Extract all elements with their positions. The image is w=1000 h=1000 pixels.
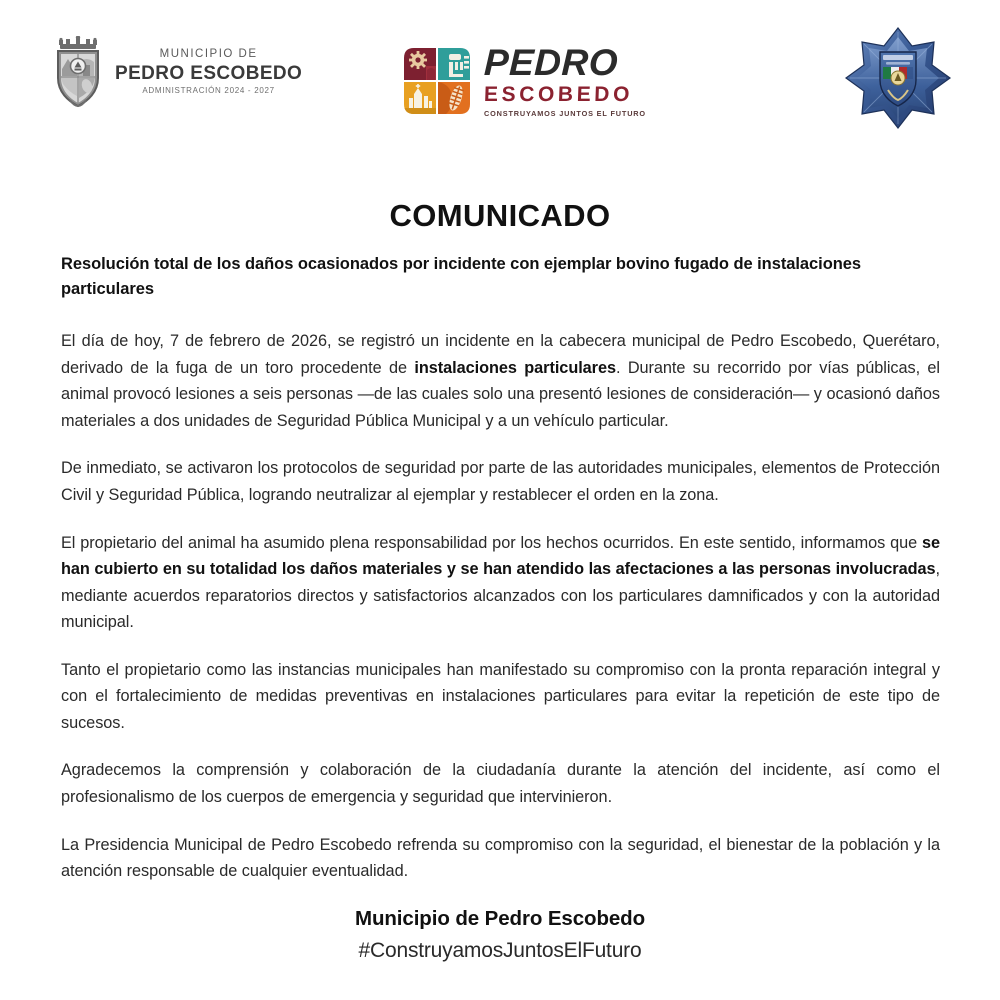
- paragraph-3: El propietario del animal ha asumido plena responsabilidad por los hechos ocurridos. En este sentido, informamos que se han cubierto en su totalidad los daños materiales y se han atendido las afectaciones a las personas involucradas, mediante acuerdos reparatorios directos y satisfactorios alcanzados con los particulares damnificados y con la autoridad municipal.: [61, 533, 940, 632]
- crest-line-administracion: ADMINISTRACIÓN 2024 - 2027: [142, 86, 275, 96]
- pedro-escobedo-brand-mark-icon: [400, 44, 474, 118]
- paragraph-2: De inmediato, se activaron los protocolos de seguridad por parte de las autoridades municipales, elementos de Protección Civil y Seguridad Pública, logrando neutralizar al ejemplar y restablecer el orden en la zona.: [61, 459, 940, 504]
- brand-text-block: [484, 44, 646, 117]
- paragraph-4: Tanto el propietario como las instancias municipales han manifestado su compromiso con la pronta reparación integral y con el fortalecimiento de medidas preventivas en instalaciones particulares para evitar la repetición de este tipo de sucesos.: [61, 660, 940, 732]
- crest-line-pedro-escobedo: PEDRO ESCOBEDO: [115, 63, 303, 85]
- signature-organization: Municipio de Pedro Escobedo: [354, 907, 646, 930]
- brand-word-escobedo: ESCOBEDO: [483, 83, 634, 107]
- municipal-crest-lockup: [50, 36, 302, 108]
- signature-block: [0, 906, 1000, 964]
- brand-tagline: CONSTRUYAMOS JUNTOS EL FUTURO: [484, 109, 646, 119]
- crest-text-block: [115, 49, 302, 96]
- crest-line-municipio: MUNICIPIO DE: [159, 47, 258, 60]
- signature-hashtag: #ConstruyamosJuntosElFuturo: [358, 938, 642, 962]
- document-subtitle: Resolución total de los daños ocasionados por incidente con ejemplar bovino fugado de instalaciones particulares: [61, 255, 862, 299]
- police-badge: [842, 24, 954, 132]
- document-body: [61, 252, 940, 885]
- paragraph-6: La Presidencia Municipal de Pedro Escobedo refrenda su compromiso con la seguridad, el bienestar de la población y la atención responsable de cualquier eventualidad.: [61, 835, 940, 881]
- pedro-escobedo-brand-lockup: [400, 44, 646, 118]
- paragraph-5: Agradecemos la comprensión y colaboración de la ciudadanía durante la atención del incidente, así como el profesionalismo de los cuerpos de emergencia y seguridad que intervinieron.: [61, 761, 940, 807]
- coat-of-arms-shield-icon: [50, 36, 106, 108]
- brand-word-pedro: PEDRO: [483, 42, 619, 84]
- paragraph-1: El día de hoy, 7 de febrero de 2026, se registró un incidente en la cabecera municipal de Pedro Escobedo, Querétaro, derivado de la fuga de un toro procedente de instalaciones particulares. Durante su recorrido por vías públicas, el animal provocó lesiones a seis personas —de las cuales solo una presentó lesiones de consideración— y ocasionó daños materiales a dos unidades de Seguridad Pública Municipal y a un vehículo particular.: [61, 332, 940, 430]
- document-header: [0, 0, 1000, 150]
- police-badge-star-icon: [842, 24, 954, 132]
- page-title: COMUNICADO: [389, 198, 611, 233]
